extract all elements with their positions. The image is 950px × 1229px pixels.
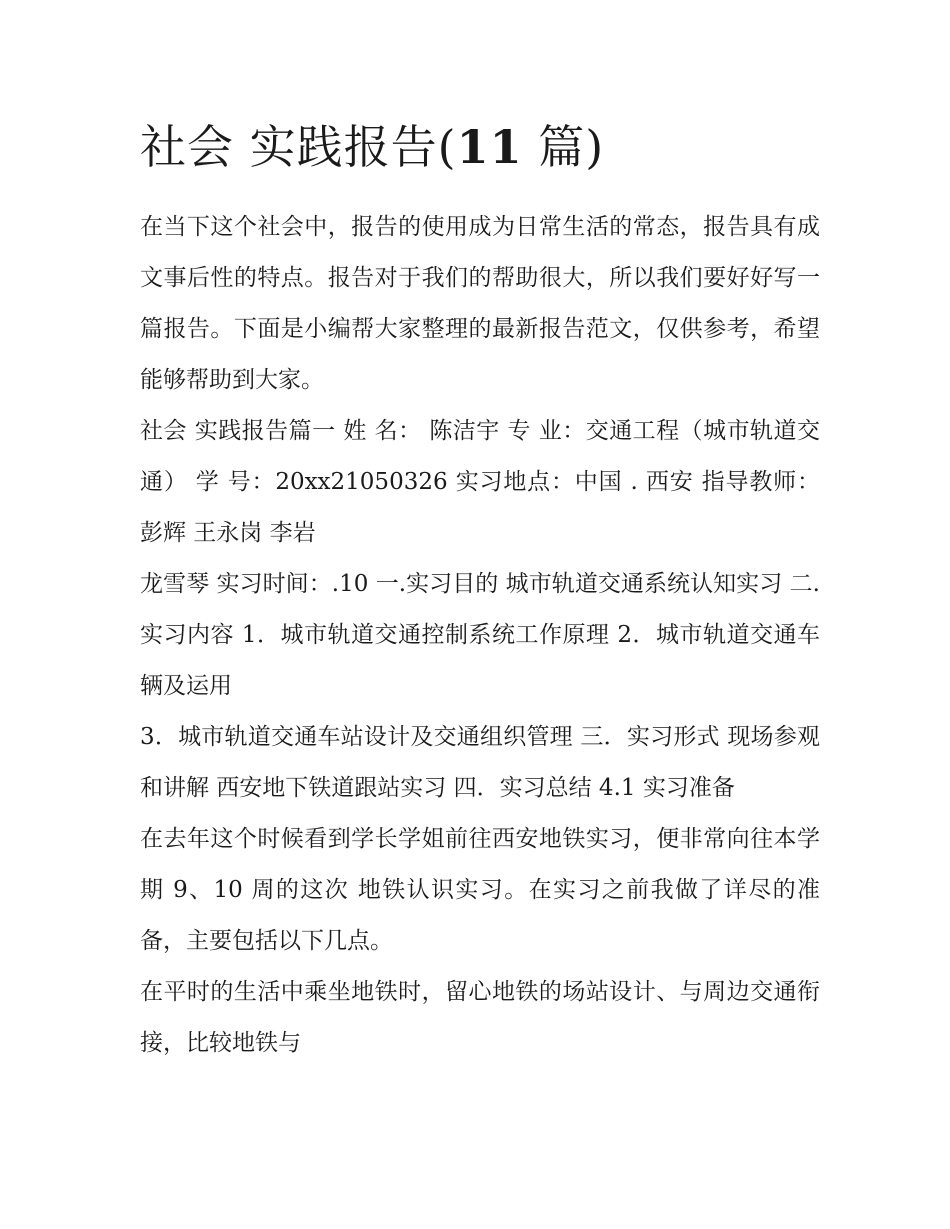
preparation-paragraph: 在去年这个时候看到学长学姐前往西安地铁实习，便非常向往本学期 9、10 周的这次 地铁认识实习。在实习之前我做了详尽的准备，主要包括以下几点。 xyxy=(140,826,820,954)
intro-paragraph: 在当下这个社会中，报告的使用成为日常生活的常态，报告具有成文事后性的特点。报告对于我们的帮助很大，所以我们要好好写一篇报告。下面是小编帮大家整理的最新报告范文，仅供参考，希望能够帮助到大家。 xyxy=(140,214,820,393)
title-text: 社会 实践报告( xyxy=(140,120,457,174)
internship-purpose-paragraph: 龙雪琴 实习时间：.10 一.实习目的 城市轨道交通系统认知实习 二.实习内容 1．城市轨道交通控制系统工作原理 2．城市轨道交通车辆及运用 xyxy=(140,571,820,699)
title-count: 11 xyxy=(456,120,523,174)
document-page xyxy=(140,112,820,1069)
report-header-paragraph: 社会 实践报告篇一 姓 名： 陈洁宇 专 业：交通工程（城市轨道交通） 学 号：20xx21050326 实习地点：中国 . 西安 指导教师：彭辉 王永岗 李岩 xyxy=(140,418,820,546)
internship-form-paragraph: 3．城市轨道交通车站设计及交通组织管理 三．实习形式 现场参观和讲解 西安地下铁道跟站实习 四．实习总结 4.1 实习准备 xyxy=(140,724,820,801)
title-suffix: 篇) xyxy=(522,120,605,174)
observation-paragraph: 在平时的生活中乘坐地铁时，留心地铁的场站设计、与周边交通衔接，比较地铁与 xyxy=(140,979,820,1056)
document-title xyxy=(140,112,820,182)
